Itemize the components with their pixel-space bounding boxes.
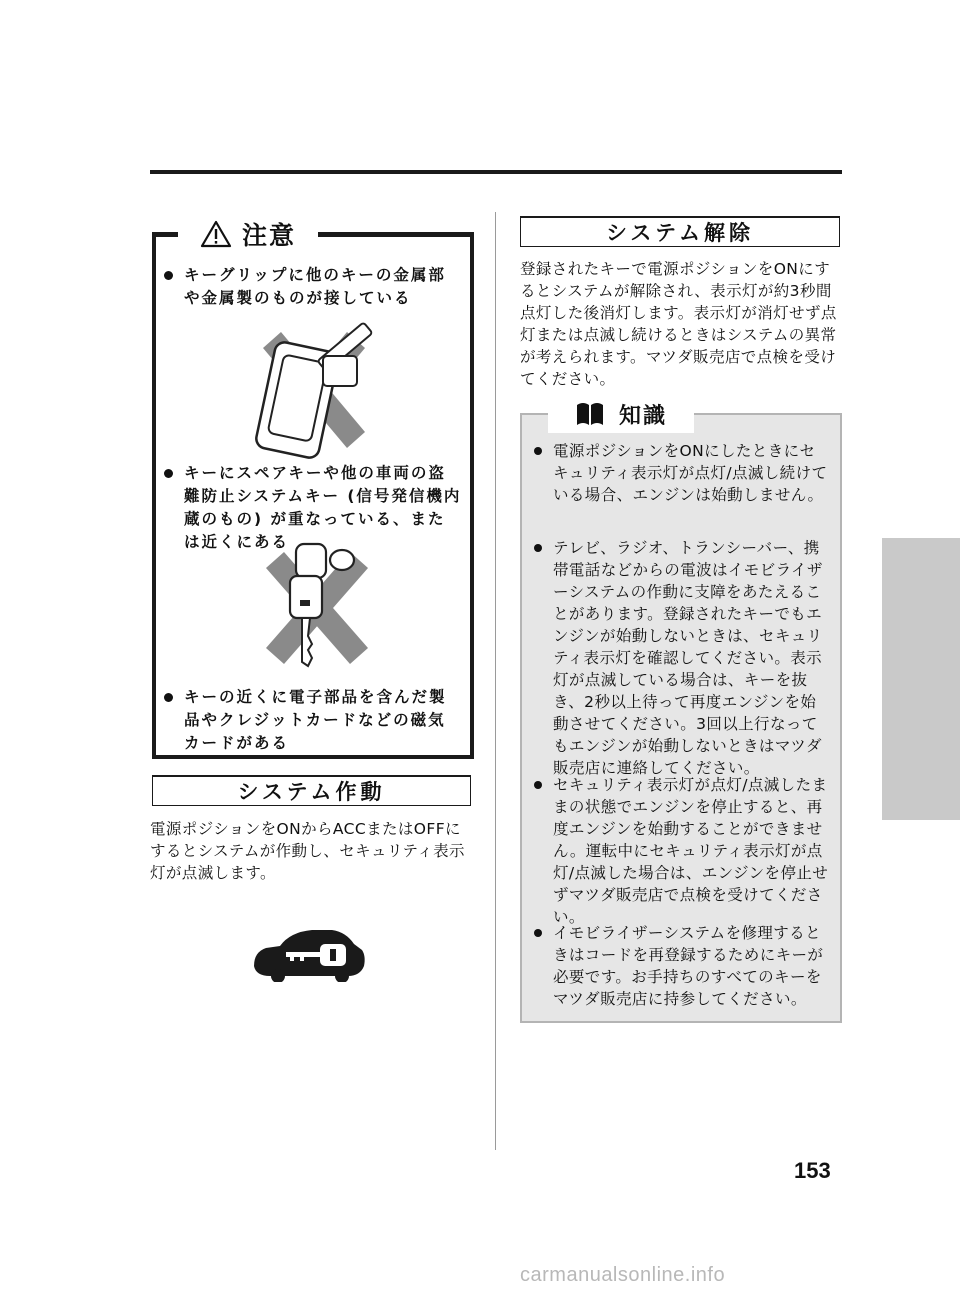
open-book-icon: [575, 401, 605, 427]
car-key-security-indicator-icon: [250, 926, 368, 982]
page-number: 153: [794, 1158, 831, 1183]
top-rule: [150, 170, 842, 174]
bullet-icon: [534, 929, 542, 937]
knowledge-item-1-text: 電源ポジションをONにしたときにセキュリティ表示灯が点灯/点滅し続けている場合、エンジンは始動しません。: [553, 442, 828, 504]
caution-item-3: [184, 686, 460, 755]
knowledge-item-2-text: テレビ、ラジオ、トランシーバー、携帯電話などからの電波はイモビライザーシステムの作動に支障をあたえることがあります。登録されたキーでもエンジンが始動しないときは、セキュリティ表示灯を確認してください。表示灯が点滅している場合は、キーを抜き、2秒以上待って再度エンジンを始動させてください。3回以上行なってもエンジンが始動しないときはマツダ販売店に連絡してください。: [553, 539, 823, 777]
system-release-text: 登録されたキーで電源ポジションをONにするとシステムが解除され、表示灯が約3秒間点灯した後消灯します。表示灯が消灯せず点灯または点滅し続けるときはシステムの異常が考えられます。マツダ販売店で点検を受けてください。: [520, 260, 837, 388]
knowledge-item-3-text: セキュリティ表示灯が点灯/点滅したままの状態でエンジンを停止すると、再度エンジンを始動することができません。運転中にセキュリティ表示灯が点灯/点滅した場合は、エンジンを停止せずマツダ販売店で点検を受けてください。: [553, 776, 829, 926]
system-release-heading: システム解除: [520, 216, 840, 247]
caution-title: [178, 212, 318, 256]
caution-item-1-text: キーグリップに他のキーの金属部や金属製のものが接している: [184, 266, 446, 307]
caution-item-3-text: キーの近くに電子部品を含んだ製品やクレジットカードなどの磁気カードがある: [184, 688, 447, 752]
bullet-icon: [164, 693, 173, 702]
caution-item-1: [184, 264, 460, 310]
key-contact-metal-illustration: [245, 318, 375, 460]
system-operation-text: 電源ポジションをONからACCまたはOFFにするとシステムが作動し、セキュリティ表示灯が点滅します。: [150, 820, 465, 882]
bullet-icon: [534, 544, 542, 552]
knowledge-item-4-text: イモビライザーシステムを修理するときはコードを再登録するためにキーが必要です。お手持ちのすべてのキーをマツダ販売店に持参してください。: [553, 924, 824, 1008]
knowledge-item-3: [553, 774, 831, 928]
watermark: carmanualsonline.info: [520, 1264, 726, 1286]
system-operation-heading: システム作動: [152, 775, 471, 806]
bullet-icon: [164, 271, 173, 280]
bullet-icon: [534, 781, 542, 789]
column-divider: [495, 212, 496, 1150]
knowledge-item-2: [553, 537, 831, 779]
knowledge-item-1: [553, 440, 831, 506]
bullet-icon: [534, 447, 542, 455]
caution-title-text: 注意: [241, 221, 296, 250]
warning-triangle-icon: [200, 220, 232, 248]
knowledge-title: [548, 395, 694, 433]
chapter-side-tab: [882, 538, 960, 820]
overlapping-keys-illustration: [262, 540, 372, 670]
caution-item-2-text: キーにスペアキーや他の車両の盗難防止システムキー (信号発信機内蔵のもの) が重なっている、または近くにある: [184, 464, 462, 551]
knowledge-title-text: 知識: [618, 403, 667, 429]
bullet-icon: [164, 469, 173, 478]
knowledge-item-4: [553, 922, 831, 1010]
